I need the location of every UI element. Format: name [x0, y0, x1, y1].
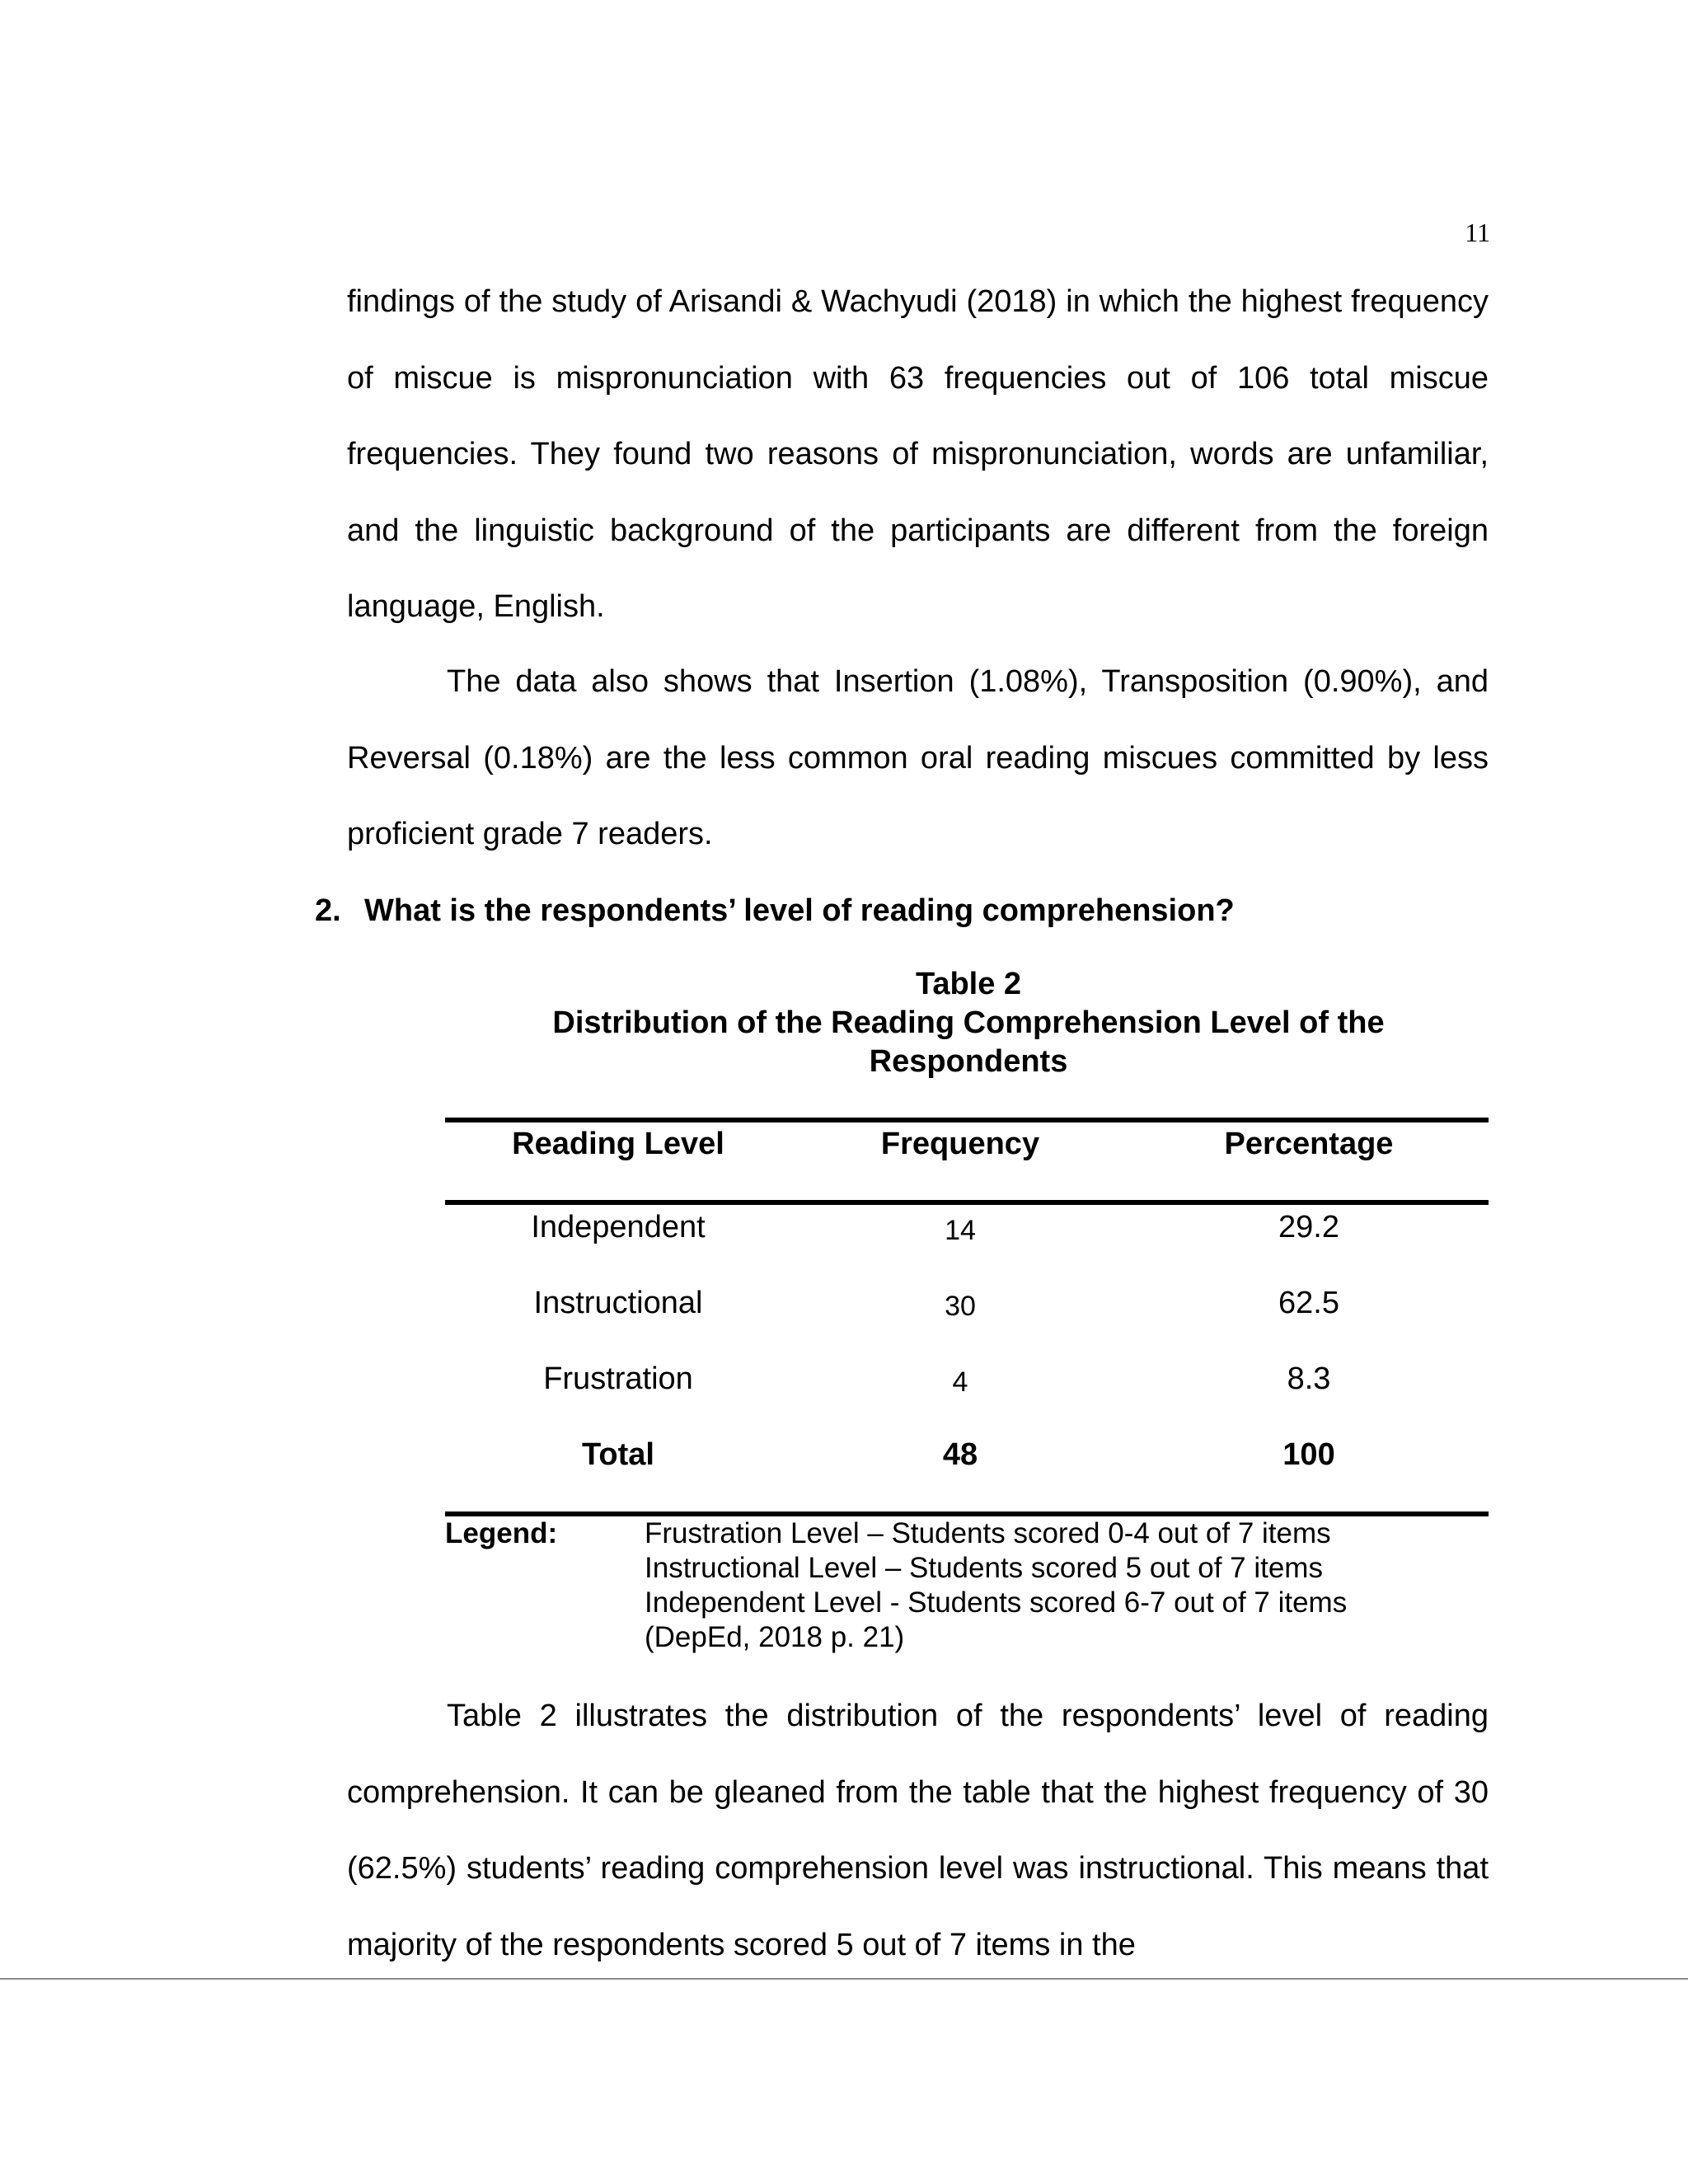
legend-line-citation: (DepEd, 2018 p. 21): [645, 1621, 905, 1653]
cell-level-independent: Independent: [531, 1210, 706, 1244]
header-percentage: Percentage: [1224, 1127, 1394, 1161]
cell-percentage-independent: 29.2: [1278, 1210, 1339, 1244]
cell-percentage-frustration: 8.3: [1287, 1361, 1331, 1396]
cell-frequency-independent: 14: [945, 1215, 976, 1246]
cell-frequency-instructional: 30: [945, 1291, 976, 1322]
question-number: 2.: [315, 893, 341, 928]
cell-total-frequency: 48: [942, 1437, 978, 1472]
page-number: 11: [1465, 218, 1490, 247]
cell-percentage-instructional: 62.5: [1278, 1286, 1339, 1320]
header-reading-level: Reading Level: [512, 1127, 724, 1161]
section-question: [315, 884, 1235, 937]
legend-line-independent: Independent Level - Students scored 6-7 out of 7 items: [645, 1586, 1348, 1619]
paragraph-less-common-miscues: The data also shows that Insertion (1.08%), Transposition (0.90%), and Reversal (0.18%) are the less common oral reading miscues committed by less proficient grade 7 readers.: [347, 664, 1489, 851]
cell-total-label: Total: [582, 1437, 654, 1472]
paragraph-findings: findings of the study of Arisandi & Wachyudi (2018) in which the highest frequency of miscue is mispronunciation with 63 frequencies out of 106 total miscue frequencies. They found two reasons of mispronunciation, words are unfamiliar, and the linguistic background of the participants are different from the foreign language, English.: [347, 284, 1489, 624]
paragraph-table-discussion: Table 2 illustrates the distribution of the respondents’ level of reading comprehension. It can be gleaned from the table that the highest frequency of 30 (62.5%) students’ reading comprehension level was instructional. This means that majority of the respondents scored 5 out of 7 items in the: [347, 1699, 1489, 1962]
header-frequency: Frequency: [880, 1127, 1040, 1161]
legend-label: Legend:: [445, 1517, 558, 1549]
legend: [645, 1516, 1493, 1655]
cell-frequency-frustration: 4: [952, 1366, 968, 1398]
table-header-rule: [445, 1200, 1489, 1205]
cell-level-instructional: Instructional: [533, 1286, 703, 1320]
cell-level-frustration: Frustration: [543, 1361, 693, 1396]
question-text: What is the respondents’ level of reading comprehension?: [364, 893, 1235, 928]
legend-line-frustration: Frustration Level – Students scored 0-4 out of 7 items: [645, 1517, 1331, 1549]
page-bottom-border: [0, 1978, 1688, 1980]
table-label: Table 2: [915, 967, 1022, 1001]
table-caption: [445, 965, 1492, 1081]
legend-line-instructional: Instructional Level – Students scored 5 out of 7 items: [645, 1552, 1323, 1584]
table-title: Distribution of the Reading Comprehension Level of the Respondents: [552, 1005, 1385, 1079]
cell-total-percentage: 100: [1282, 1437, 1335, 1472]
